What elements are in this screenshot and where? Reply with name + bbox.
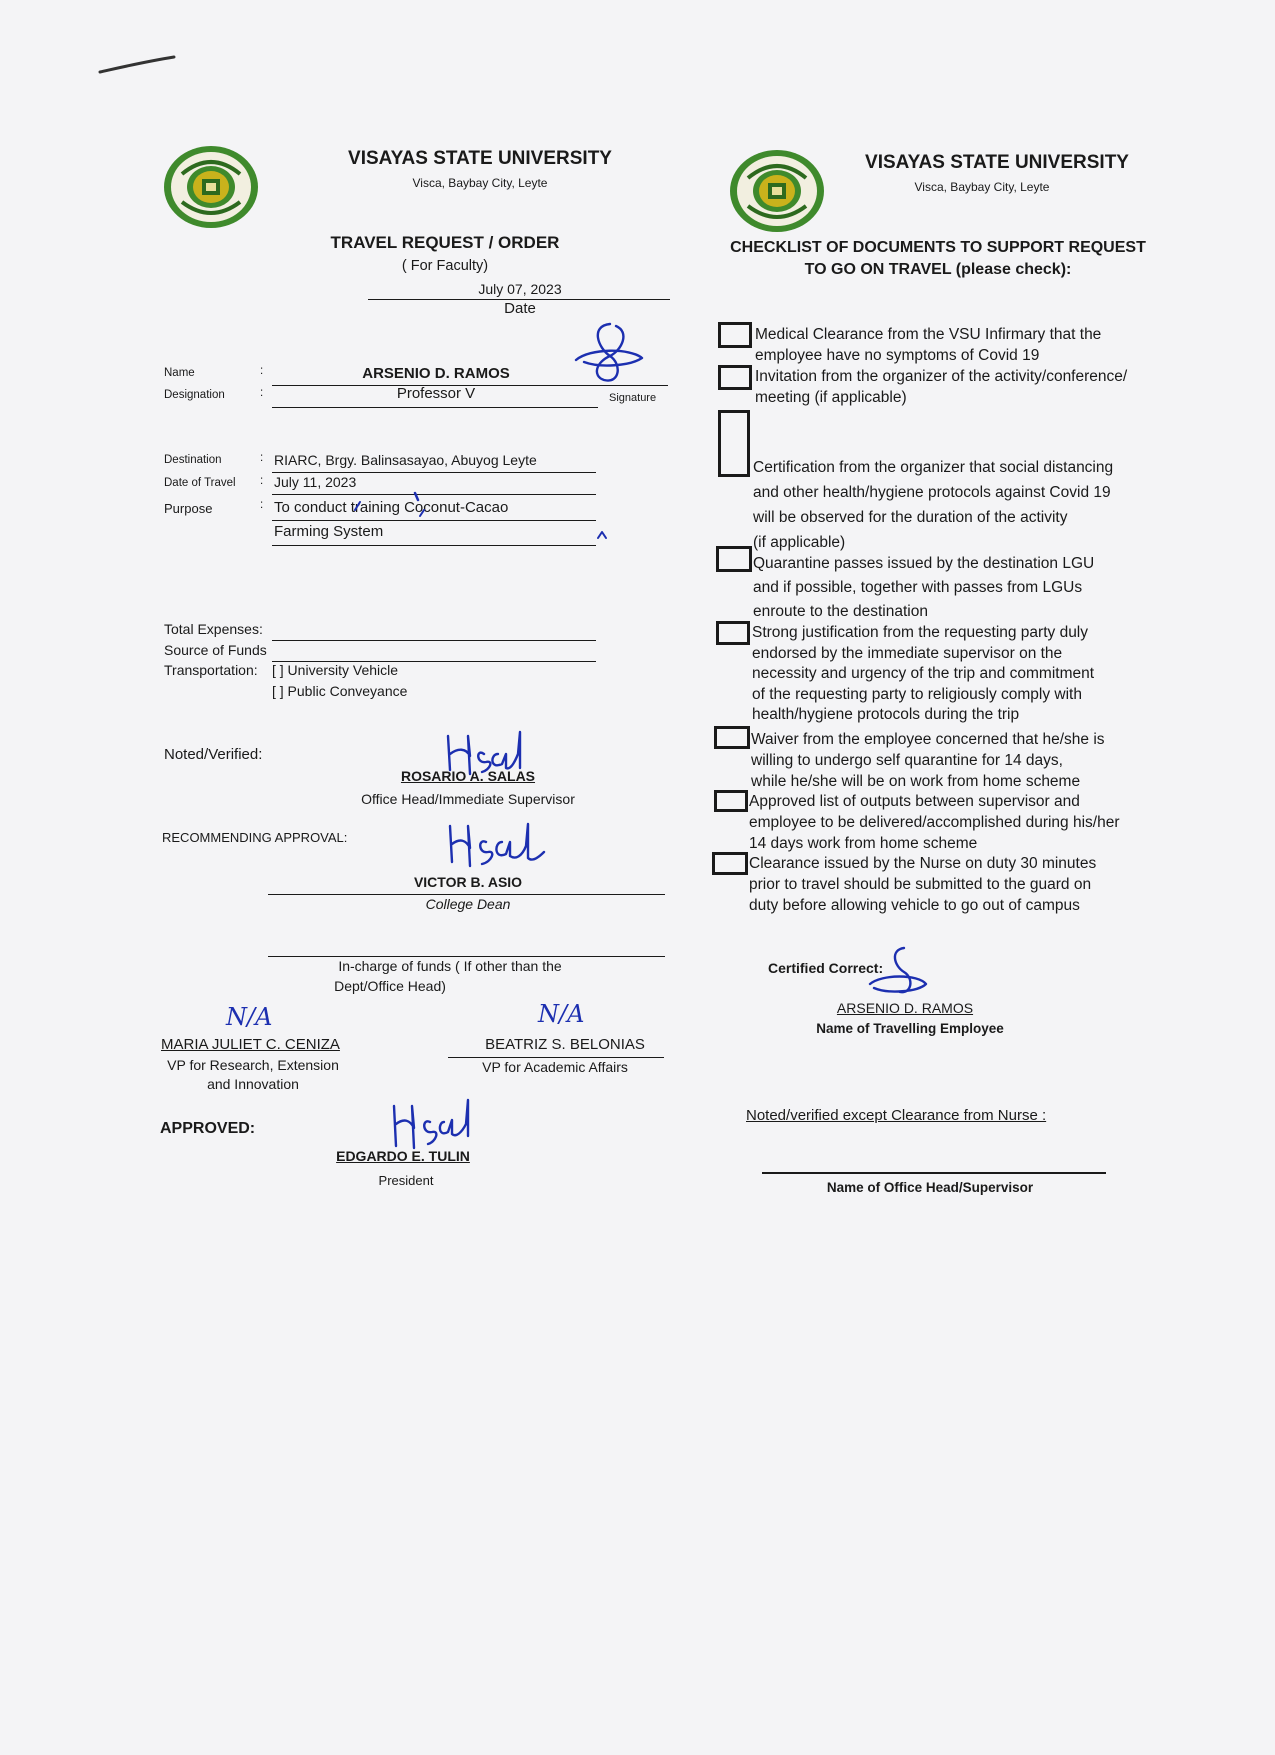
university-seal-logo-right: [728, 148, 826, 234]
vp-academic-na-handwritten: N/A: [538, 1000, 585, 1028]
checklist-item-certification: Certification from the organizer that social distancing and other health/hygiene protocols against Covid 19 will be observed for the duration of the activity (if applicable): [753, 459, 1114, 551]
funds-incharge-line1: In-charge of funds ( If other than the: [338, 958, 562, 974]
purpose-value-line2: Farming System: [274, 523, 384, 540]
left-university-name: VISAYAS STATE UNIVERSITY: [348, 148, 612, 169]
right-university-address: Visca, Baybay City, Leyte: [914, 180, 1050, 194]
supervisor-name: ROSARIO A. SALAS: [400, 768, 536, 784]
name-label: Name: [164, 367, 195, 379]
checklist-checkbox[interactable]: [718, 322, 752, 348]
checklist-checkbox[interactable]: [714, 726, 750, 749]
checklist-checkbox[interactable]: [714, 790, 748, 812]
supervisor-role: Office Head/Immediate Supervisor: [361, 791, 575, 807]
travel-request-title: TRAVEL REQUEST / ORDER: [330, 233, 560, 252]
destination-value: RIARC, Brgy. Balinsasayao, Abuyog Leyte: [274, 452, 537, 468]
purpose-label: Purpose: [164, 501, 213, 516]
purpose-value-line1: To conduct training Coconut-Cacao: [274, 499, 509, 516]
purpose-colon: :: [260, 499, 264, 511]
date-of-travel-colon: :: [260, 475, 264, 487]
checklist-title-line1: CHECKLIST OF DOCUMENTS TO SUPPORT REQUEST: [730, 239, 1146, 256]
destination-label: Destination: [164, 454, 222, 466]
vp-academic-name: BEATRIZ S. BELONIAS: [485, 1036, 645, 1053]
checklist-item-waiver: Waiver from the employee concerned that he/she is willing to undergo self quarantine for 14 days, while he/she will be on work from home scheme: [751, 731, 1105, 790]
left-university-address: Visca, Baybay City, Leyte: [412, 176, 548, 190]
funds-incharge-line2: Dept/Office Head): [334, 978, 446, 994]
checklist-item-nurse-clearance: Clearance issued by the Nurse on duty 30 minutes prior to travel should be submitted to the guard on duty before allowing vehicle to go out of campus: [749, 855, 1097, 914]
university-seal-logo: [162, 144, 260, 230]
vp-research-role2: and Innovation: [207, 1076, 299, 1092]
date-label: Date: [504, 300, 536, 317]
request-date-value: July 07, 2023: [478, 281, 562, 297]
checklist-checkbox[interactable]: [712, 852, 748, 875]
university-vehicle-option: [ ] University Vehicle: [272, 662, 399, 678]
vp-academic-role: VP for Academic Affairs: [482, 1059, 628, 1075]
checklist-item-quarantine-passes: Quarantine passes issued by the destination LGU and if possible, together with passes from LGUs enroute to the destination: [753, 555, 1095, 620]
checklist-checkbox[interactable]: [718, 410, 750, 477]
checklist-item-medical-clearance: Medical Clearance from the VSU Infirmary that the employee have no symptoms of Covid 19: [755, 326, 1102, 364]
transportation-label: Transportation:: [164, 662, 258, 678]
president-name: EDGARDO E. TULIN: [336, 1148, 470, 1164]
dean-name: VICTOR B. ASIO: [413, 874, 523, 890]
checklist-checkbox[interactable]: [716, 621, 750, 645]
noted-verified-label: Noted/Verified:: [164, 746, 263, 763]
public-conveyance-option: [ ] Public Conveyance: [272, 683, 408, 699]
vp-research-name: MARIA JULIET C. CENIZA: [161, 1036, 340, 1053]
signature-label: Signature: [609, 392, 657, 404]
date-of-travel-label: Date of Travel: [164, 477, 236, 489]
total-expenses-label: Total Expenses:: [164, 621, 263, 637]
office-head-label: Name of Office Head/Supervisor: [826, 1180, 1034, 1195]
checklist-item-strong-justification: Strong justification from the requesting party duly endorsed by the immediate supervisor on the necessity and urgency of the trip and commitment of the requesting party to religiously comply with health/hygiene protocols during the trip: [752, 624, 1095, 723]
designation-label: Designation: [164, 389, 225, 401]
travel-request-subtitle: ( For Faculty): [401, 258, 489, 274]
travelling-employee-role: Name of Travelling Employee: [816, 1021, 1004, 1036]
name-colon: :: [260, 365, 264, 377]
designation-colon: :: [260, 387, 264, 399]
date-of-travel-value: July 11, 2023: [274, 474, 357, 490]
name-value: ARSENIO D. RAMOS: [362, 365, 510, 382]
checklist-item-approved-outputs: Approved list of outputs between supervisor and employee to be delivered/accomplished during his/her 14 days work from home scheme: [749, 793, 1120, 852]
designation-value: Professor V: [396, 385, 476, 402]
travelling-employee-name: ARSENIO D. RAMOS: [836, 1000, 974, 1016]
dean-role: College Dean: [425, 896, 511, 912]
checklist-item-invitation: Invitation from the organizer of the activity/conference/ meeting (if applicable): [755, 368, 1128, 406]
vp-research-na-handwritten: N/A: [226, 1003, 273, 1031]
certified-correct-label: Certified Correct:: [768, 960, 884, 976]
certified-signature: [864, 944, 934, 1002]
purpose-edit-marks: [350, 488, 610, 548]
president-role: President: [378, 1173, 434, 1188]
source-of-funds-label: Source of Funds: [164, 642, 267, 658]
recommending-approval-label: RECOMMENDING APPROVAL:: [162, 830, 348, 845]
checklist-checkbox[interactable]: [718, 365, 752, 390]
approved-label: APPROVED:: [160, 1120, 256, 1137]
checklist-title-line2: TO GO ON TRAVEL (please check):: [804, 261, 1072, 278]
vp-research-role1: VP for Research, Extension: [167, 1057, 339, 1073]
president-signature: [386, 1094, 476, 1156]
dean-signature: [440, 818, 550, 874]
destination-colon: :: [260, 452, 264, 464]
noted-except-nurse-label: Noted/verified except Clearance from Nurse :: [746, 1107, 1047, 1124]
checklist-checkbox[interactable]: [716, 546, 752, 572]
staple-mark: [98, 52, 178, 76]
right-university-name: VISAYAS STATE UNIVERSITY: [865, 152, 1129, 173]
